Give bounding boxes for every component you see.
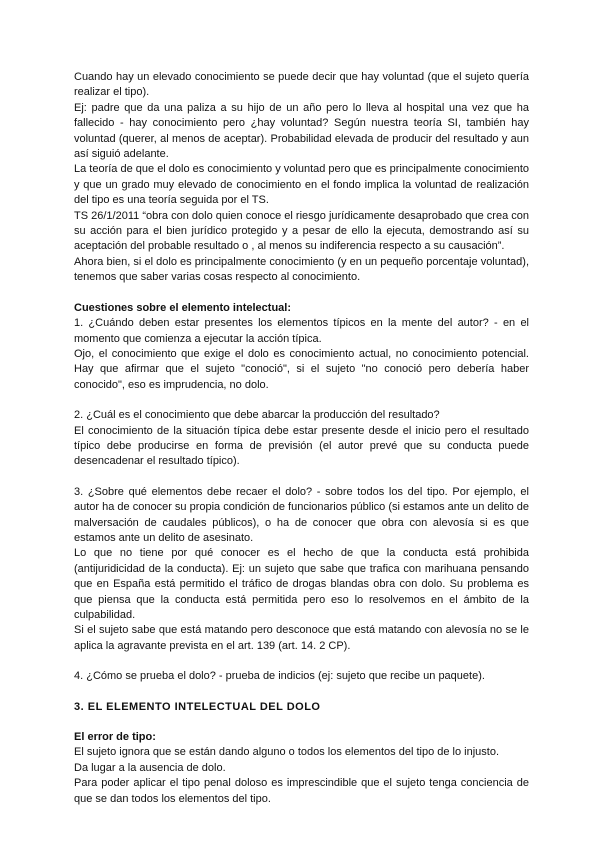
paragraph: 4. ¿Cómo se prueba el dolo? - prueba de indicios (ej: sujeto que recibe un paquete). [74,670,485,683]
spacer [74,393,529,408]
paragraph: 1. ¿Cuándo deben estar presentes los elementos típicos en la mente del autor? - en el momento que comienza a ejecutar la acción típica. [74,317,529,345]
paragraph: 2. ¿Cuál es el conocimiento que debe abarcar la producción del resultado? [74,409,440,422]
paragraph: TS 26/1/2011 “obra con dolo quien conoce el riesgo jurídicamente desaprobado que crea con su acción para el bien jurídico protegido y a pesar de ello la ejecuta, demostrando así su aceptación del probable resultado o , al menos su indiferencia respecto a su causación”. [74,209,529,253]
document-page [74,70,529,807]
paragraph: El conocimiento de la situación típica debe estar presente desde el inicio pero el resultado típico debe producirse en forma de previsión (el autor prevé que su conducta puede desencadenar el resultado típico). [74,424,529,468]
paragraph: Ojo, el conocimiento que exige el dolo es conocimiento actual, no conocimiento potencial. Hay que afirmar que el sujeto "conoció", si el sujeto "no conoció pero debería haber conocido", eso es imprudencia, no dolo. [74,347,529,391]
paragraph: Ahora bien, si el dolo es principalmente conocimiento (y en un pequeño porcentaje voluntad), tenemos que saber varias cosas respecto al conocimiento. [74,255,529,284]
spacer [74,715,529,730]
paragraph: Cuando hay un elevado conocimiento se puede decir que hay voluntad (que el sujeto quería realizar el tipo). [74,71,529,99]
spacer [74,286,529,301]
paragraph: Da lugar a la ausencia de dolo. [74,761,226,774]
paragraph: El sujeto ignora que se están dando alguno o todos los elementos del tipo de lo injusto. [74,746,500,759]
paragraph: 3. ¿Sobre qué elementos debe recaer el dolo? - sobre todos los del tipo. Por ejemplo, el autor ha de conocer su propia condición de funcionarios público (si estamos ante un delito de malversación de caudales públicos), o ha de conocer que obra con alevosía si es que estamos ante un delito de asesinato. [74,485,529,544]
paragraph: La teoría de que el dolo es conocimiento y voluntad pero que es principalmente conocimiento y que un grado muy elevado de conocimiento en el fondo implica la voluntad de realización del tipo es una teoría seguida por el TS. [74,163,529,207]
paragraph: Lo que no tiene por qué conocer es el hecho de que la conducta está prohibida (antijuridicidad de la conducta). Ej: un sujeto que sabe que trafica con marihuana pensando que en España está permitido el tráfico de drogas blandas obra con dolo. Su problema es que piensa que la conducta está permitida pero eso lo resolvemos en el ámbito de la culpabilidad. [74,547,529,621]
subsection-heading: El error de tipo: [74,731,156,744]
spacer [74,654,529,669]
paragraph: Para poder aplicar el tipo penal doloso es imprescindible que el sujeto tenga conciencia de que se dan todos los elementos del tipo. [74,777,529,805]
spacer [74,685,529,700]
paragraph: Si el sujeto sabe que está matando pero desconoce que está matando con alevosía no se le aplica la agravante prevista en el art. 139 (art. 14. 2 CP). [74,624,529,652]
spacer [74,470,529,485]
section-heading: Cuestiones sobre el elemento intelectual: [74,301,292,314]
paragraph: Ej: padre que da una paliza a su hijo de un año pero lo lleva al hospital una vez que ha fallecido - hay conocimiento pero ¿hay voluntad? Según nuestra teoría SI, también hay voluntad (querer, al menos de aceptar). Probabilidad elevada de producir del resultado y aun así siguió adelante. [74,101,529,161]
section-title: 3. EL ELEMENTO INTELECTUAL DEL DOLO [74,700,321,713]
